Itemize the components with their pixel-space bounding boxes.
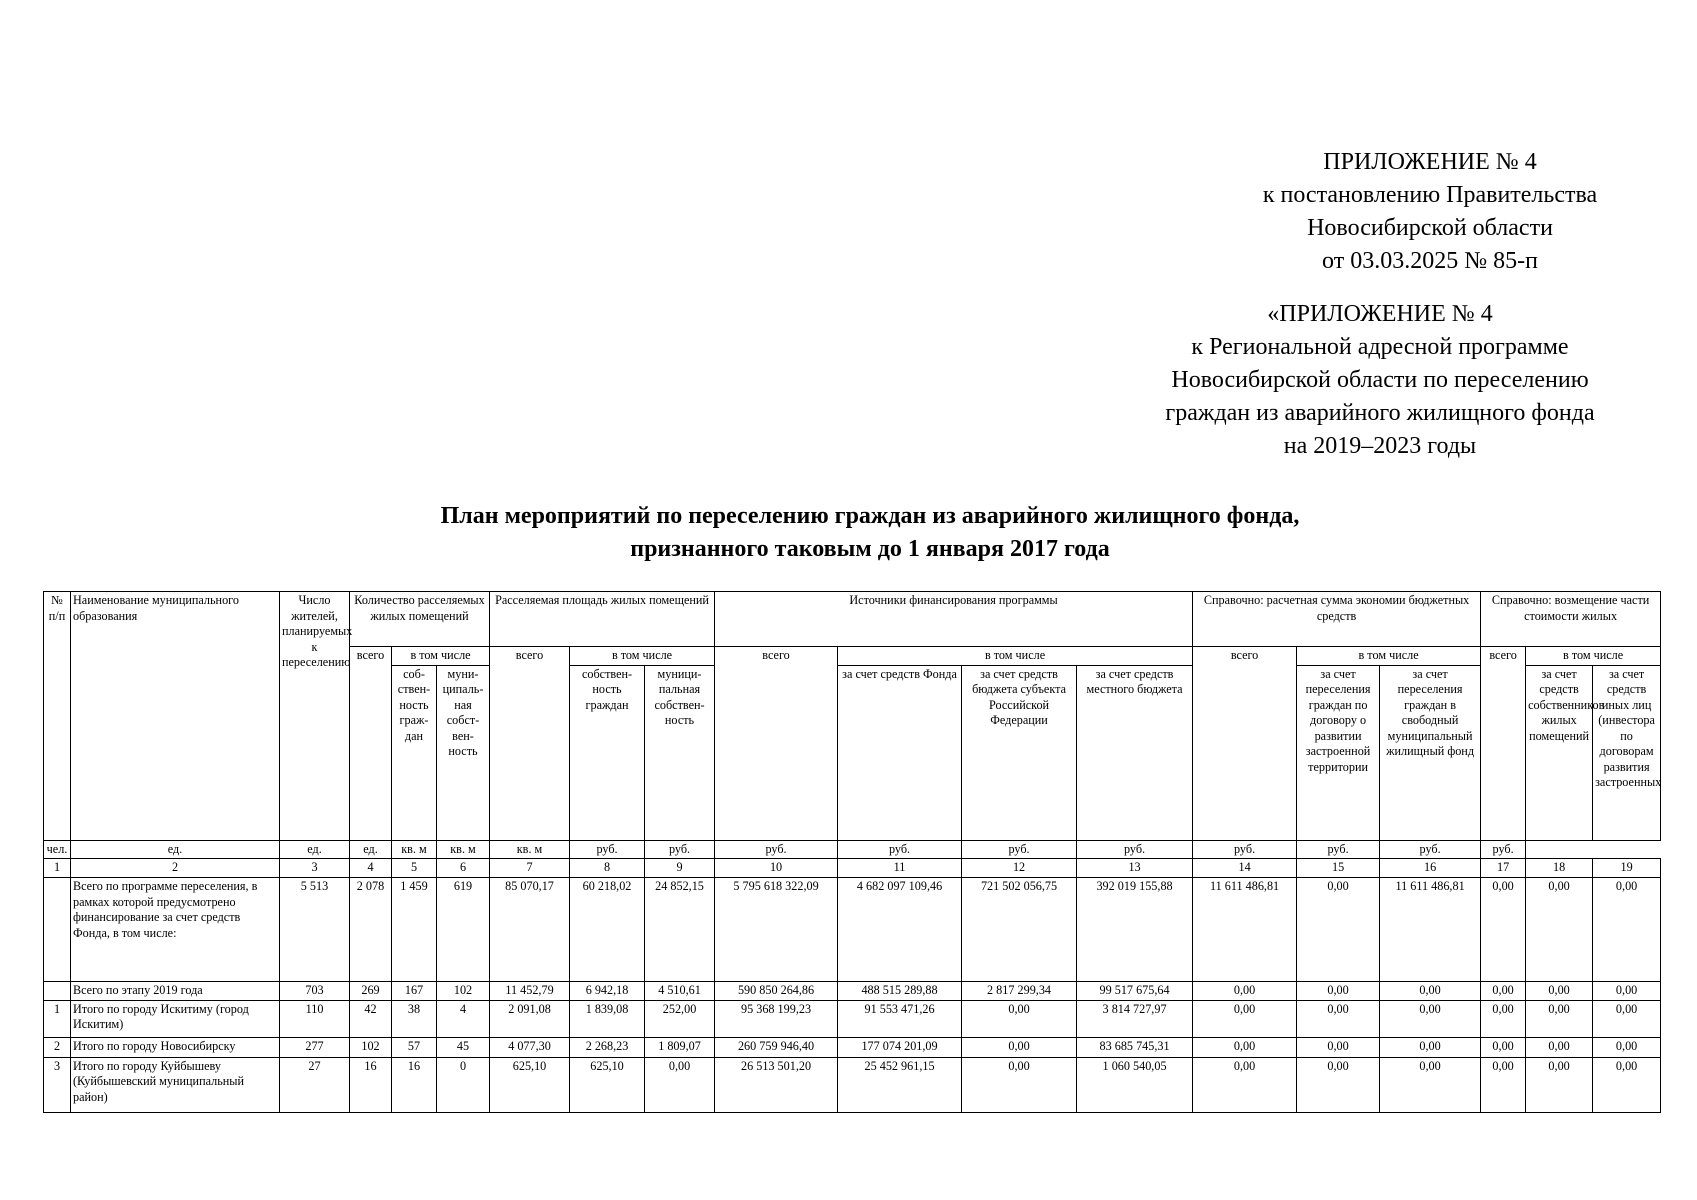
value-cell: 4 077,30 <box>490 1037 570 1057</box>
value-cell: 252,00 <box>645 1000 715 1037</box>
value-cell: 0,00 <box>962 1037 1077 1057</box>
column-number: 15 <box>1297 859 1380 878</box>
header-financing: Источники финансирования программы <box>715 592 1193 647</box>
value-cell: 4 682 097 109,46 <box>838 878 962 982</box>
header-row-1 <box>44 592 1661 647</box>
header-owners-funds: за счет средств собственников жилых помещений <box>1526 665 1593 840</box>
value-cell: 0,00 <box>1297 1037 1380 1057</box>
value-cell: 2 091,08 <box>490 1000 570 1037</box>
unit-cell: руб. <box>838 840 962 859</box>
title-line-1: План мероприятий по переселению граждан из аварийного жилищного фонда, <box>440 503 1300 529</box>
document-title <box>300 500 1440 566</box>
row-name: Итого по городу Новосибирску <box>71 1037 280 1057</box>
value-cell: 0,00 <box>1593 1000 1661 1037</box>
header-total: всего <box>490 647 570 841</box>
row-num <box>44 878 71 982</box>
column-number: 9 <box>645 859 715 878</box>
value-cell: 703 <box>280 982 350 1001</box>
header-residents: Число жителей, планируемых к переселению <box>280 592 350 841</box>
value-cell: 260 759 946,40 <box>715 1037 838 1057</box>
value-cell: 0,00 <box>962 1000 1077 1037</box>
units-row <box>44 840 1661 859</box>
value-cell: 1 839,08 <box>570 1000 645 1037</box>
annex-line: от 03.03.2025 № 85-п <box>1322 248 1538 274</box>
table-row <box>44 1000 1661 1037</box>
header-municipal: муни- ципаль- ная собст- вен- ность <box>437 665 490 840</box>
value-cell: 0,00 <box>1526 878 1593 982</box>
header-reimbursement: Справочно: возмещение части стоимости жилых <box>1481 592 1661 647</box>
header-premises-count: Количество расселяемых жилых помещений <box>350 592 490 647</box>
row-name: Всего по программе переселения, в рамках которой предусмотрено финансирование за счет средств Фонда, в том числе: <box>71 878 280 982</box>
value-cell: 5 513 <box>280 878 350 982</box>
row-name: Всего по этапу 2019 года <box>71 982 280 1001</box>
value-cell: 95 368 199,23 <box>715 1000 838 1037</box>
value-cell: 0,00 <box>1526 1000 1593 1037</box>
table-row <box>44 878 1661 982</box>
unit-cell: руб. <box>570 840 645 859</box>
value-cell: 16 <box>350 1057 392 1112</box>
unit-cell: руб. <box>1297 840 1380 859</box>
column-number: 5 <box>392 859 437 878</box>
value-cell: 102 <box>350 1037 392 1057</box>
value-cell: 0,00 <box>1593 878 1661 982</box>
value-cell: 38 <box>392 1000 437 1037</box>
header-including: в том числе <box>1297 647 1481 666</box>
value-cell: 0,00 <box>1481 878 1526 982</box>
value-cell: 42 <box>350 1000 392 1037</box>
row-num: 3 <box>44 1057 71 1112</box>
unit-cell: руб. <box>1481 840 1526 859</box>
unit-cell: руб. <box>962 840 1077 859</box>
header-subject-budget: за счет средств бюджета субъекта Российской Федерации <box>962 665 1077 840</box>
column-number: 12 <box>962 859 1077 878</box>
value-cell: 0,00 <box>1380 982 1481 1001</box>
annex-line: «ПРИЛОЖЕНИЕ № 4 <box>1267 301 1493 327</box>
unit-cell: руб. <box>1077 840 1193 859</box>
annex-header-decree <box>1200 146 1660 278</box>
value-cell: 110 <box>280 1000 350 1037</box>
annex-line: Новосибирской области по переселению <box>1171 367 1589 393</box>
value-cell: 0,00 <box>1297 1057 1380 1112</box>
value-cell: 3 814 727,97 <box>1077 1000 1193 1037</box>
header-fund: за счет средств Фонда <box>838 665 962 840</box>
value-cell: 0,00 <box>1380 1037 1481 1057</box>
value-cell: 91 553 471,26 <box>838 1000 962 1037</box>
value-cell: 625,10 <box>570 1057 645 1112</box>
row-num: 1 <box>44 1000 71 1037</box>
value-cell: 269 <box>350 982 392 1001</box>
column-number: 16 <box>1380 859 1481 878</box>
value-cell: 619 <box>437 878 490 982</box>
value-cell: 4 510,61 <box>645 982 715 1001</box>
header-area: Расселяемая площадь жилых помещений <box>490 592 715 647</box>
header-including: в том числе <box>1526 647 1661 666</box>
resettlement-plan-table <box>43 591 1661 1113</box>
value-cell: 0,00 <box>1193 1037 1297 1057</box>
value-cell: 2 817 299,34 <box>962 982 1077 1001</box>
header-num: № п/п <box>44 592 71 841</box>
column-number: 18 <box>1526 859 1593 878</box>
column-number-row <box>44 859 1661 878</box>
annex-line: граждан из аварийного жилищного фонда <box>1165 400 1595 426</box>
unit-cell: ед. <box>280 840 350 859</box>
value-cell: 0,00 <box>1193 982 1297 1001</box>
value-cell: 1 060 540,05 <box>1077 1057 1193 1112</box>
value-cell: 99 517 675,64 <box>1077 982 1193 1001</box>
header-own-citizens: соб- ствен- ность граж- дан <box>392 665 437 840</box>
annex-line: к постановлению Правительства <box>1262 182 1598 208</box>
row-name: Итого по городу Искитиму (город Искитим) <box>71 1000 280 1037</box>
header-other-funds: за счет средств иных лиц (инвестора по договорам развития застроенных <box>1593 665 1661 840</box>
value-cell: 1 809,07 <box>645 1037 715 1057</box>
value-cell: 1 459 <box>392 878 437 982</box>
value-cell: 57 <box>392 1037 437 1057</box>
value-cell: 0,00 <box>1593 1057 1661 1112</box>
header-local-budget: за счет средств местного бюджета <box>1077 665 1193 840</box>
value-cell: 2 078 <box>350 878 392 982</box>
value-cell: 0,00 <box>1297 982 1380 1001</box>
table-row <box>44 1037 1661 1057</box>
value-cell: 0,00 <box>1297 1000 1380 1037</box>
value-cell: 0,00 <box>1297 878 1380 982</box>
value-cell: 0,00 <box>1481 1057 1526 1112</box>
value-cell: 102 <box>437 982 490 1001</box>
header-total: всего <box>350 647 392 841</box>
value-cell: 24 852,15 <box>645 878 715 982</box>
unit-cell: чел. <box>44 840 71 859</box>
value-cell: 0,00 <box>1193 1057 1297 1112</box>
column-number: 19 <box>1593 859 1661 878</box>
column-number: 3 <box>280 859 350 878</box>
unit-cell: руб. <box>645 840 715 859</box>
value-cell: 0,00 <box>1526 982 1593 1001</box>
title-line-2: признанного таковым до 1 января 2017 года <box>630 536 1110 562</box>
value-cell: 25 452 961,15 <box>838 1057 962 1112</box>
value-cell: 0,00 <box>1481 982 1526 1001</box>
value-cell: 277 <box>280 1037 350 1057</box>
value-cell: 5 795 618 322,09 <box>715 878 838 982</box>
value-cell: 0,00 <box>962 1057 1077 1112</box>
header-savings: Справочно: расчетная сумма экономии бюджетных средств <box>1193 592 1481 647</box>
annex-line: Новосибирской области <box>1307 215 1553 241</box>
value-cell: 2 268,23 <box>570 1037 645 1057</box>
value-cell: 83 685 745,31 <box>1077 1037 1193 1057</box>
value-cell: 392 019 155,88 <box>1077 878 1193 982</box>
value-cell: 0,00 <box>1593 1037 1661 1057</box>
table-row <box>44 1057 1661 1112</box>
header-municipality: Наименование муниципального образования <box>71 592 280 841</box>
unit-cell: кв. м <box>437 840 490 859</box>
column-number: 14 <box>1193 859 1297 878</box>
value-cell: 0,00 <box>1380 1057 1481 1112</box>
value-cell: 488 515 289,88 <box>838 982 962 1001</box>
header-municipal: муници- пальная собствен- ность <box>645 665 715 840</box>
column-number: 17 <box>1481 859 1526 878</box>
unit-cell: руб. <box>1193 840 1297 859</box>
annex-line: к Региональной адресной программе <box>1191 334 1569 360</box>
column-number: 6 <box>437 859 490 878</box>
unit-cell: кв. м <box>392 840 437 859</box>
value-cell: 4 <box>437 1000 490 1037</box>
value-cell: 16 <box>392 1057 437 1112</box>
unit-cell: ед. <box>350 840 392 859</box>
header-including: в том числе <box>392 647 490 666</box>
unit-cell: руб. <box>715 840 838 859</box>
annex-line: на 2019–2023 годы <box>1283 433 1477 459</box>
value-cell: 167 <box>392 982 437 1001</box>
value-cell: 0 <box>437 1057 490 1112</box>
header-dev-agreement: за счет переселения граждан по договору о развитии застроенной территории <box>1297 665 1380 840</box>
column-number: 7 <box>490 859 570 878</box>
column-number: 2 <box>71 859 280 878</box>
header-total: всего <box>1481 647 1526 841</box>
header-including: в том числе <box>570 647 715 666</box>
column-number: 11 <box>838 859 962 878</box>
header-total: всего <box>715 647 838 841</box>
value-cell: 0,00 <box>1593 982 1661 1001</box>
value-cell: 26 513 501,20 <box>715 1057 838 1112</box>
value-cell: 85 070,17 <box>490 878 570 982</box>
value-cell: 60 218,02 <box>570 878 645 982</box>
unit-cell: кв. м <box>490 840 570 859</box>
value-cell: 0,00 <box>1526 1037 1593 1057</box>
column-number: 13 <box>1077 859 1193 878</box>
column-number: 4 <box>350 859 392 878</box>
value-cell: 0,00 <box>1481 1000 1526 1037</box>
header-free-fund: за счет переселения граждан в свободный муниципальный жилищный фонд <box>1380 665 1481 840</box>
value-cell: 45 <box>437 1037 490 1057</box>
column-number: 10 <box>715 859 838 878</box>
unit-cell: руб. <box>1380 840 1481 859</box>
column-number: 1 <box>44 859 71 878</box>
value-cell: 625,10 <box>490 1057 570 1112</box>
unit-cell: ед. <box>71 840 280 859</box>
value-cell: 0,00 <box>1380 1000 1481 1037</box>
value-cell: 0,00 <box>1526 1057 1593 1112</box>
header-total: всего <box>1193 647 1297 841</box>
row-name: Итого по городу Куйбышеву (Куйбышевский муниципальный район) <box>71 1057 280 1112</box>
value-cell: 27 <box>280 1057 350 1112</box>
column-number: 8 <box>570 859 645 878</box>
row-num: 2 <box>44 1037 71 1057</box>
value-cell: 6 942,18 <box>570 982 645 1001</box>
value-cell: 0,00 <box>645 1057 715 1112</box>
annex-header-program <box>1110 298 1650 463</box>
table-row <box>44 982 1661 1001</box>
annex-line: ПРИЛОЖЕНИЕ № 4 <box>1323 149 1537 175</box>
value-cell: 0,00 <box>1193 1000 1297 1037</box>
header-including: в том числе <box>838 647 1193 666</box>
header-own-citizens: собствен- ность граждан <box>570 665 645 840</box>
value-cell: 11 452,79 <box>490 982 570 1001</box>
value-cell: 11 611 486,81 <box>1380 878 1481 982</box>
value-cell: 721 502 056,75 <box>962 878 1077 982</box>
value-cell: 0,00 <box>1481 1037 1526 1057</box>
value-cell: 590 850 264,86 <box>715 982 838 1001</box>
row-num <box>44 982 71 1001</box>
value-cell: 177 074 201,09 <box>838 1037 962 1057</box>
value-cell: 11 611 486,81 <box>1193 878 1297 982</box>
